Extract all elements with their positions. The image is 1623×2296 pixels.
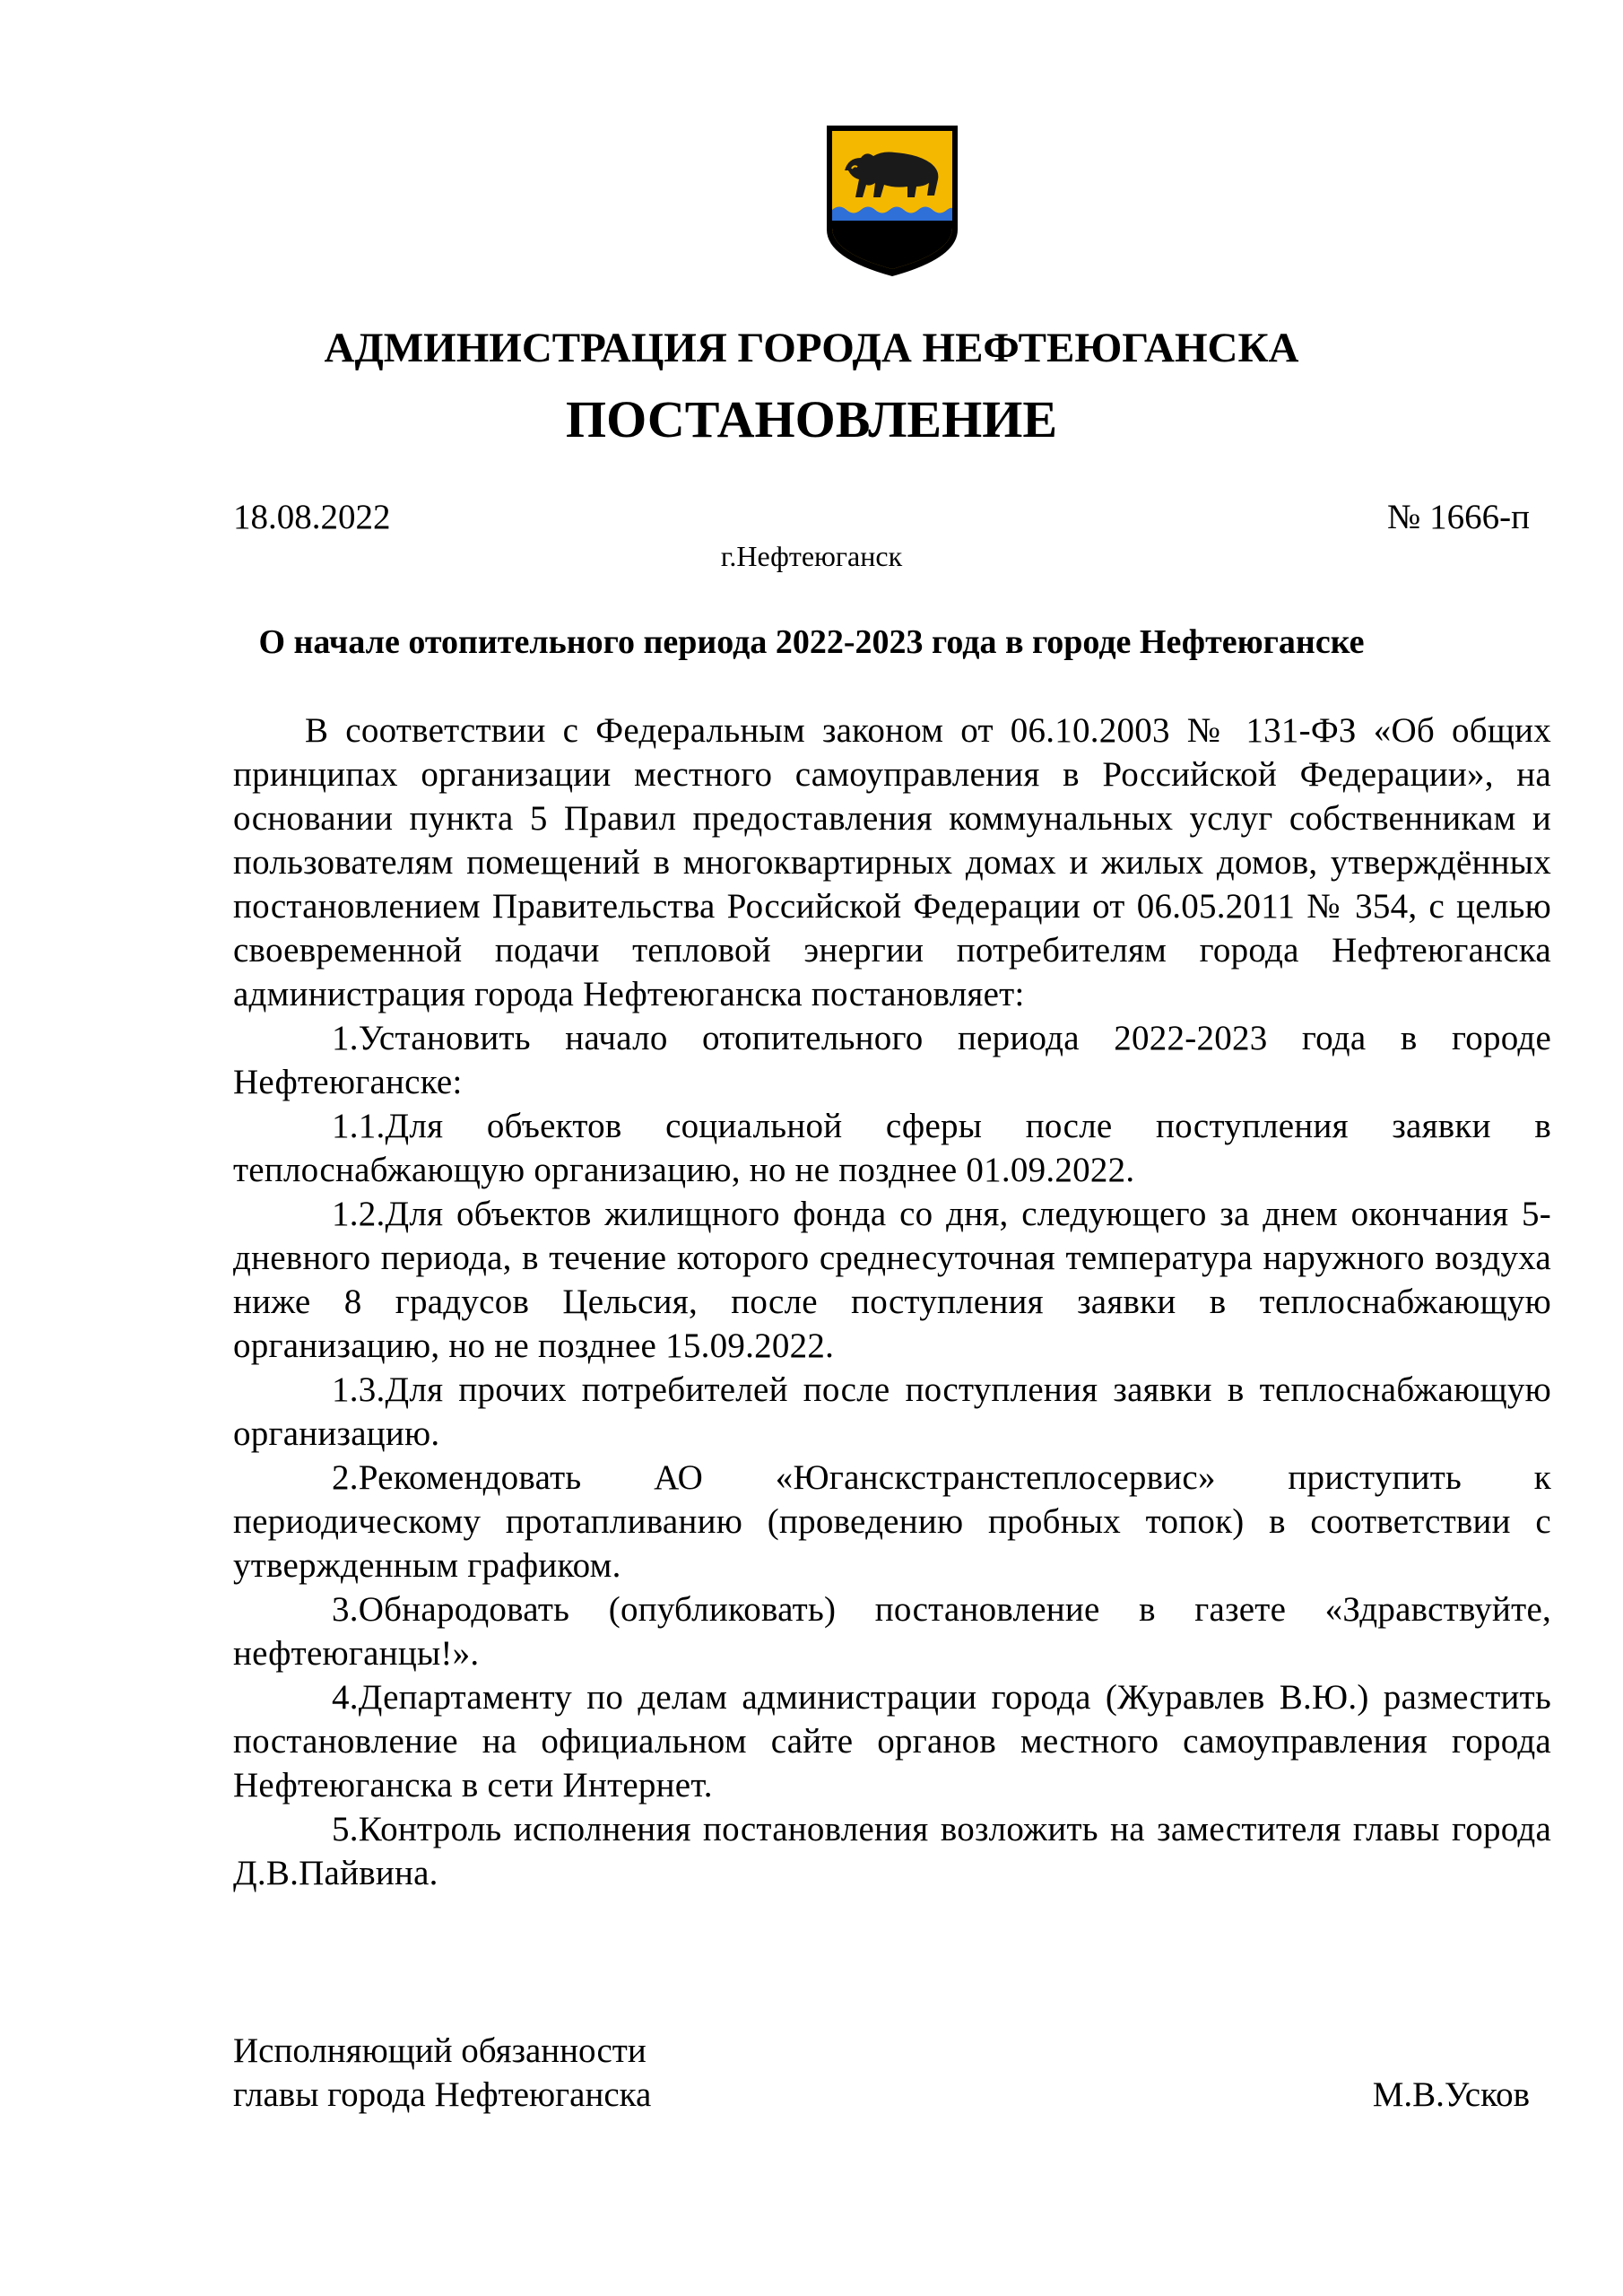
clause-1: 1.Установить начало отопительного периода 2022-2023 года в городе Нефтеюганске:: [233, 1019, 1551, 1101]
signatory-position-line-2: главы города Нефтеюганска: [233, 2075, 652, 2114]
signatory-name: М.В.Усков: [1372, 2075, 1530, 2114]
clause-1-1: 1.1.Для объектов социальной сферы после поступления заявки в теплоснабжающую организацию, но не позднее 01.09.2022.: [233, 1107, 1551, 1189]
signatory-position-line-1: Исполняющий обязанности: [233, 2031, 647, 2070]
clause-5: 5.Контроль исполнения постановления возложить на заместителя главы города Д.В.Пайвина.: [233, 1810, 1551, 1892]
clause-3: 3.Обнародовать (опубликовать) постановление в газете «Здравствуйте, нефтеюганцы!».: [233, 1590, 1551, 1673]
clause-4: 4.Департаменту по делам администрации города (Журавлев В.Ю.) разместить постановление на официальном сайте органов местного самоуправления города Нефтеюганска в сети Интернет.: [233, 1678, 1551, 1805]
document-subject: О начале отопительного периода 2022-2023 года в городе Нефтеюганске: [258, 623, 1365, 661]
administration-title: АДМИНИСТРАЦИЯ ГОРОДА НЕФТЕЮГАНСКА: [324, 325, 1299, 371]
signatory-position: [233, 2029, 651, 2117]
document-body: [233, 709, 1551, 1895]
document-city: г.Нефтеюганск: [720, 540, 903, 572]
document-date: 18.08.2022: [233, 498, 391, 536]
city-coat-of-arms-icon: [825, 124, 959, 278]
clause-1-3: 1.3.Для прочих потребителей после поступления заявки в теплоснабжающую организацию.: [233, 1370, 1551, 1453]
document-number: № 1666-п: [1387, 498, 1530, 536]
preamble-paragraph: В соответствии с Федеральным законом от 06.10.2003 № 131-ФЗ «Об общих принципах организации местного самоуправления в Российской Федерации», на основании пункта 5 Правил предоставления коммунальных услуг собственникам и пользователям помещений в многоквартирных домах и жилых домов, утверждённых постановлением Правительства Российской Федерации от 06.05.2011 № 354, с целью своевременной подачи тепловой энергии потребителям города Нефтеюганска администрация города Нефтеюганска постановляет:: [233, 711, 1551, 1013]
document-type-title: ПОСТАНОВЛЕНИЕ: [565, 390, 1058, 448]
clause-1-2: 1.2.Для объектов жилищного фонда со дня, следующего за днем окончания 5-дневного периода, в течение которого среднесуточная температура наружного воздуха ниже 8 градусов Цельсия, после поступления заявки в теплоснабжающую организацию, но не позднее 15.09.2022.: [233, 1195, 1551, 1365]
clause-2: 2.Рекомендовать АО «Юганскстранстеплосервис» приступить к периодическому протапливанию (проведению пробных топок) в соответствии с утвержденным графиком.: [233, 1458, 1551, 1585]
